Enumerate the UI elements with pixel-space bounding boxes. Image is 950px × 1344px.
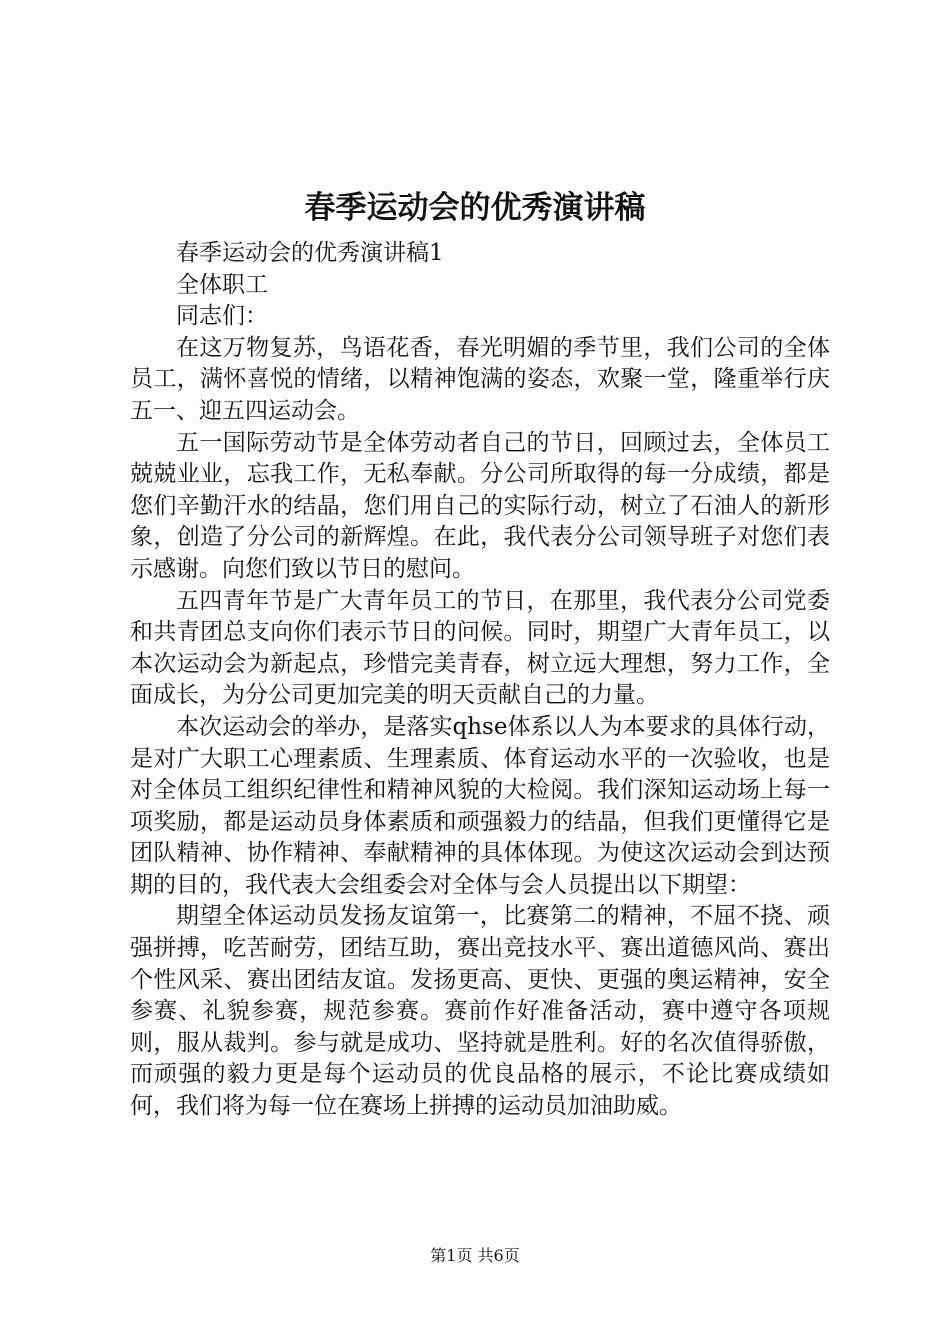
paragraph: 本次运动会的举办，是落实qhse体系以人为本要求的具体行动，是对广大职工心理素质、生理素质、体育运动水平的一次验收，也是对全体员工组织纪律性和精神风貌的大检阅。我们深知运动场上每一项奖励，都是运动员身体素质和顽强毅力的结晶，但我们更懂得它是团队精神、协作精神、奉献精神的具体体现。为使这次运动会到达预期的目的，我代表大会组委会对全体与会人员提出以下期望： <box>130 713 830 898</box>
document-body <box>130 238 830 1123</box>
speech-subtitle: 春季运动会的优秀演讲稿1 <box>176 240 444 266</box>
document-title: 春季运动会的优秀演讲稿 <box>304 190 646 226</box>
paragraph: 期望全体运动员发扬友谊第一，比赛第二的精神，不屈不挠、顽强拼搏，吃苦耐劳，团结互助，赛出竞技水平、赛出道德风尚、赛出个性风采、赛出团结友谊。发扬更高、更快、更强的奥运精神，安全参赛、礼貌参赛，规范参赛。赛前作好准备活动，赛中遵守各项规则，服从裁判。参与就是成功、坚持就是胜利。好的名次值得骄傲，而顽强的毅力更是每个运动员的优良品格的展示，不论比赛成绩如何，我们将为每一位在赛场上拼搏的运动员加油助威。 <box>130 903 830 1120</box>
paragraph: 五四青年节是广大青年员工的节日，在那里，我代表分公司党委和共青团总支向你们表示节日的问候。同时，期望广大青年员工，以本次运动会为新起点，珍惜完美青春，树立远大理想，努力工作，全面成长，为分公司更加完美的明天贡献自己的力量。 <box>130 587 830 709</box>
paragraph: 在这万物复苏，鸟语花香，春光明媚的季节里，我们公司的全体员工，满怀喜悦的情绪，以精神饱满的姿态，欢聚一堂，隆重举行庆五一、迎五四运动会。 <box>130 334 830 424</box>
salutation-audience: 全体职工 <box>176 271 268 298</box>
salutation-comrades: 同志们： <box>176 303 268 330</box>
paragraph: 五一国际劳动节是全体劳动者自己的节日，回顾过去，全体员工兢兢业业，忘我工作，无私奉献。分公司所取得的每一分成绩，都是您们辛勤汗水的结晶，您们用自己的实际行动，树立了石油人的新形象，创造了分公司的新辉煌。在此，我代表分公司领导班子对您们表示感谢。向您们致以节日的慰问。 <box>130 429 830 582</box>
page-number-footer: 第1页 共6页 <box>430 1246 520 1265</box>
